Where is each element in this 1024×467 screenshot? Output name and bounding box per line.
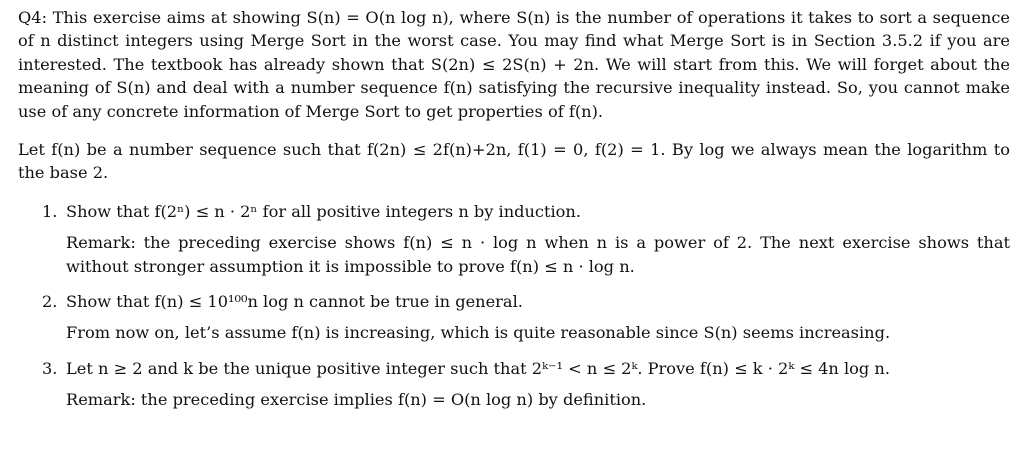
- exercise-statement: Let n ≥ 2 and k be the unique positive integer such that 2ᵏ⁻¹ < n ≤ 2ᵏ. Prove f(n) ≤ k · 2ᵏ ≤ 4n log n.: [66, 358, 890, 378]
- document-page: [18, 6, 1010, 424]
- definition-paragraph: Let f(n) be a number sequence such that f(2n) ≤ 2f(n)+2n, f(1) = 0, f(2) = 1. By log we always mean the logarithm to the base 2.: [18, 140, 1010, 183]
- exercise-number: 2.: [42, 292, 58, 312]
- exercise-number: 3.: [42, 358, 58, 378]
- exercise-item-1: [18, 200, 1010, 278]
- exercise-remark: From now on, let’s assume f(n) is increasing, which is quite reasonable since S(n) seems increasing.: [66, 323, 891, 343]
- exercise-statement: Show that f(2ⁿ) ≤ n · 2ⁿ for all positive integers n by induction.: [66, 201, 581, 221]
- exercise-list: [18, 200, 1010, 412]
- intro-paragraph: Q4: This exercise aims at showing S(n) = O(n log n), where S(n) is the number of operations it takes to sort a sequence of n distinct integers using Merge Sort in the worst case. You may find what Merge Sort is in Section 3.5.2 if you are interested. The textbook has already shown that S(2n) ≤ 2S(n) + 2n. We will start from this. We will forget about the meaning of S(n) and deal with a number sequence f(n) satisfying the recursive inequality instead. So, you cannot make use of any concrete information of Merge Sort to get properties of f(n).: [18, 8, 1010, 121]
- exercise-remark: Remark: the preceding exercise shows f(n) ≤ n · log n when n is a power of 2. The next exercise shows that without stronger assumption it is impossible to prove f(n) ≤ n · log n.: [66, 233, 1010, 276]
- exercise-number: 1.: [42, 201, 58, 221]
- exercise-remark: Remark: the preceding exercise implies f(n) = O(n log n) by definition.: [66, 390, 647, 410]
- exercise-item-3: [18, 357, 1010, 412]
- exercise-statement: Show that f(n) ≤ 10¹⁰⁰n log n cannot be true in general.: [66, 292, 523, 312]
- exercise-item-2: [18, 290, 1010, 345]
